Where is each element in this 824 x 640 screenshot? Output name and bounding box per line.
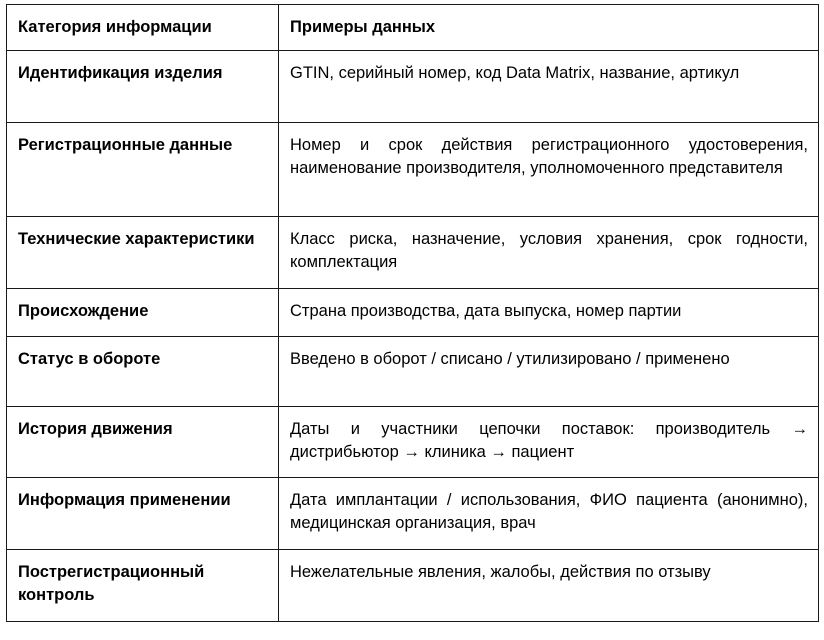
table-row (7, 337, 819, 407)
category-cell: Пострегистрационный контроль (7, 550, 279, 622)
category-cell: Идентификация изделия (7, 51, 279, 123)
category-cell: Происхождение (7, 289, 279, 337)
examples-cell: Дата имплантации / использования, ФИО пациента (анонимно), медицинская организация, врач (279, 478, 819, 550)
category-cell: Информация применении (7, 478, 279, 550)
table-header-row (7, 5, 819, 51)
examples-cell: Класс риска, назначение, условия хранения, срок годности, комплектация (279, 217, 819, 289)
table-row (7, 217, 819, 289)
examples-cell: Страна производства, дата выпуска, номер партии (279, 289, 819, 337)
table-row (7, 407, 819, 478)
header-examples: Примеры данных (279, 5, 819, 51)
category-cell: Статус в обороте (7, 337, 279, 407)
examples-cell: Введено в оборот / списано / утилизировано / применено (279, 337, 819, 407)
info-table (6, 4, 819, 622)
category-cell: История движения (7, 407, 279, 478)
category-cell: Регистрационные данные (7, 123, 279, 217)
header-category: Категория информации (7, 5, 279, 51)
table-row (7, 550, 819, 622)
table-row (7, 123, 819, 217)
examples-cell: Даты и участники цепочки поставок: производитель → дистрибьютор → клиника → пациент (279, 407, 819, 478)
examples-cell: Нежелательные явления, жалобы, действия по отзыву (279, 550, 819, 622)
examples-cell: GTIN, серийный номер, код Data Matrix, название, артикул (279, 51, 819, 123)
table-row (7, 51, 819, 123)
category-cell: Технические характеристики (7, 217, 279, 289)
table-row (7, 478, 819, 550)
examples-cell: Номер и срок действия регистрационного удостоверения, наименование производителя, уполномоченного представителя (279, 123, 819, 217)
table-row (7, 289, 819, 337)
